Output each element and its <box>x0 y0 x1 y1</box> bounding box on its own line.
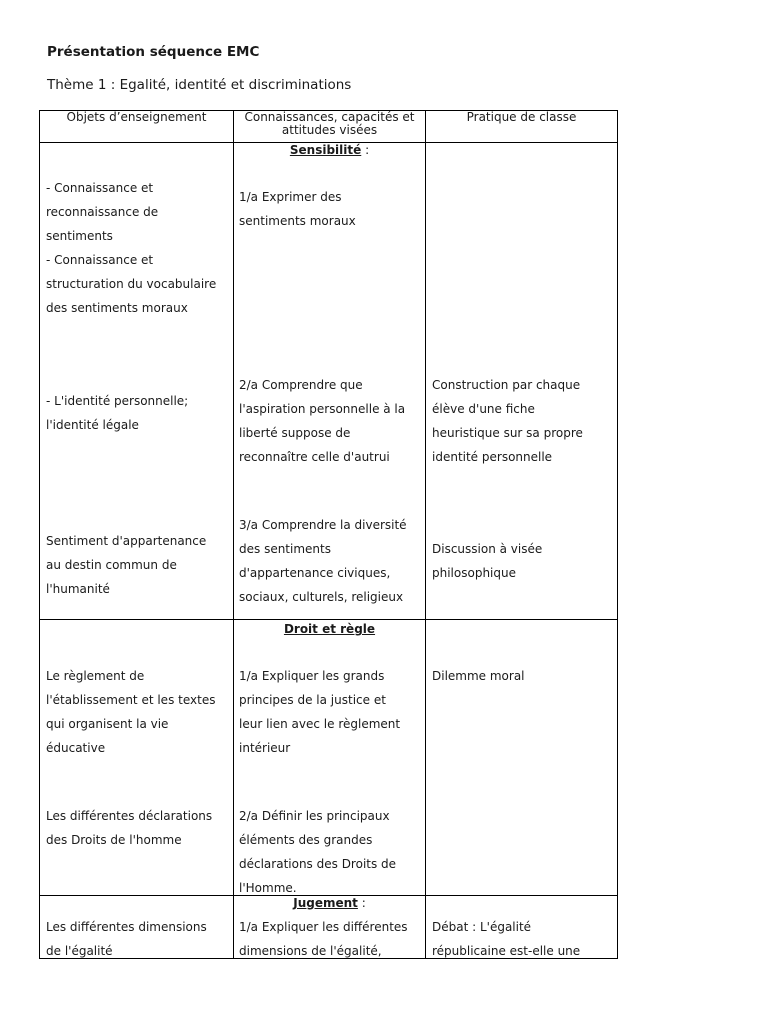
cell-pratique <box>432 664 525 688</box>
cell-line: - L'identité personnelle; <box>46 394 189 408</box>
cell-line: 2/a Définir les principaux <box>239 809 390 823</box>
section-heading-suffix: : <box>357 896 366 910</box>
cell-line: des sentiments moraux <box>46 301 188 315</box>
cell-line: Les différentes déclarations <box>46 809 213 823</box>
cell-line: 3/a Comprendre la diversité <box>239 518 407 532</box>
cell-line: reconnaissance de <box>46 205 159 219</box>
cell-objet <box>46 664 215 760</box>
column-header-connaissances <box>234 111 425 137</box>
cell-connaissance <box>239 915 408 963</box>
table-divider-col2 <box>425 110 426 959</box>
column-header-objets: Objets d’enseignement <box>66 110 207 124</box>
cell-pratique <box>432 537 542 585</box>
cell-connaissance <box>239 513 407 609</box>
cell-line: reconnaître celle d'autrui <box>239 450 390 464</box>
cell-line: républicaine est-elle une <box>432 944 581 958</box>
column-header-connaissances-line1: Connaissances, capacités et <box>244 110 415 124</box>
cell-line: Le règlement de <box>46 669 145 683</box>
cell-line: intérieur <box>239 741 291 755</box>
cell-objet <box>46 804 212 852</box>
cell-line: liberté suppose de <box>239 426 351 440</box>
table-section-divider <box>39 619 618 620</box>
cell-line: - Connaissance et <box>46 181 154 195</box>
cell-line: - Connaissance et <box>46 253 154 267</box>
cell-line: 1/a Exprimer des <box>239 190 342 204</box>
cell-line: de l'égalité <box>46 944 113 958</box>
document-subtitle: Thème 1 : Egalité, identité et discriminations <box>47 77 352 93</box>
section-heading-label: Sensibilité <box>289 143 362 157</box>
cell-line: principes de la justice et <box>239 693 386 707</box>
cell-line: sentiments <box>46 229 113 243</box>
section-heading-label: Jugement <box>293 896 358 910</box>
cell-connaissance <box>239 185 356 233</box>
cell-line: élève d'une fiche <box>432 402 535 416</box>
cell-objet <box>46 176 216 320</box>
column-header-pratique: Pratique de classe <box>466 110 577 124</box>
cell-line: Dilemme moral <box>432 669 525 683</box>
cell-line: des Droits de l'homme <box>46 833 182 847</box>
cell-line: identité personnelle <box>432 450 553 464</box>
table-divider-col1 <box>233 110 234 959</box>
cell-line: Débat : L'égalité <box>432 920 532 934</box>
table-border-right <box>617 110 618 959</box>
cell-line: l'Homme. <box>239 881 297 895</box>
cell-line: l'établissement et les textes <box>46 693 216 707</box>
cell-line: Construction par chaque <box>432 378 581 392</box>
section-heading-label: Droit et règle <box>283 622 376 636</box>
cell-line: 2/a Comprendre que <box>239 378 363 392</box>
cell-line: leur lien avec le règlement <box>239 717 401 731</box>
cell-line: sentiments moraux <box>239 214 356 228</box>
cell-objet <box>46 389 188 437</box>
table-border-left <box>39 110 40 959</box>
document-title: Présentation séquence EMC <box>47 44 260 60</box>
cell-line: 1/a Expliquer les différentes <box>239 920 408 934</box>
cell-objet <box>46 529 206 601</box>
cell-line: Sentiment d'appartenance <box>46 534 207 548</box>
cell-line: déclarations des Droits de <box>239 857 397 871</box>
cell-line: l'identité légale <box>46 418 139 432</box>
cell-connaissance <box>239 373 405 469</box>
cell-line: dimensions de l'égalité, <box>239 944 382 958</box>
section-heading-sensibilite <box>234 143 425 157</box>
cell-line: au destin commun de <box>46 558 177 572</box>
cell-line: Discussion à visée <box>432 542 543 556</box>
cell-line: l'humanité <box>46 582 110 596</box>
cell-objet <box>46 915 207 963</box>
cell-line: heuristique sur sa propre <box>432 426 583 440</box>
cell-line: des sentiments <box>239 542 331 556</box>
cell-line: 1/a Expliquer les grands <box>239 669 385 683</box>
cell-line: éducative <box>46 741 106 755</box>
cell-line: qui organisent la vie <box>46 717 169 731</box>
cell-line: sociaux, culturels, religieux <box>239 590 404 604</box>
cell-line: l'aspiration personnelle à la <box>239 402 406 416</box>
cell-pratique <box>432 373 583 469</box>
cell-line: éléments des grandes <box>239 833 373 847</box>
cell-line: philosophique <box>432 566 516 580</box>
section-heading-droit <box>234 622 425 636</box>
cell-line: structuration du vocabulaire <box>46 277 217 291</box>
column-header-connaissances-line2: attitudes visées <box>281 123 378 137</box>
cell-line: d'appartenance civiques, <box>239 566 391 580</box>
section-heading-suffix: : <box>361 143 370 157</box>
cell-line: Les différentes dimensions <box>46 920 207 934</box>
cell-connaissance <box>239 804 396 900</box>
cell-pratique <box>432 915 580 963</box>
cell-connaissance <box>239 664 400 760</box>
